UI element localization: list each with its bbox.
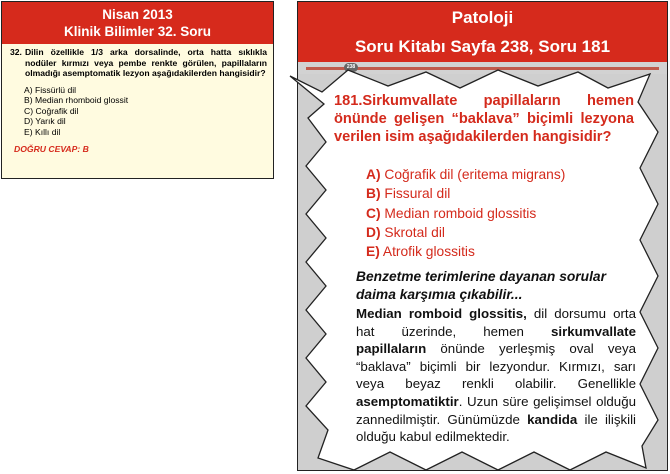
explanation-text-2: önünde yerleşmiş oval veya “baklava” biçimli bir lezyondur. Kırmızı, sarı veya beyaz renkli olabilir. Genellikle	[356, 341, 636, 392]
right-option-c-letter: C)	[366, 205, 381, 221]
left-option-c: C) Coğrafik dil	[24, 105, 79, 116]
right-options-list	[366, 165, 565, 261]
left-correct-answer: DOĞRU CEVAP: B	[14, 144, 89, 155]
right-card-title-subject: Patoloji	[451, 8, 514, 27]
right-option-b-text: Fissural dil	[384, 186, 451, 202]
right-card-title-source: Soru Kitabı Sayfa 238, Soru 181	[354, 37, 611, 56]
tip-remark: Benzetme terimlerine dayanan sorular daima karşımıa çıkabilir...	[356, 269, 606, 302]
right-question-line1: Sirkumvallate papillaların hemen	[362, 93, 634, 109]
page-number-badge: 238	[344, 63, 358, 72]
right-option-d-letter: D)	[366, 224, 381, 240]
right-option-b	[366, 184, 565, 203]
explanation-sirkumvallate: sirkumvallate papillaların	[356, 323, 636, 357]
right-option-d	[366, 223, 565, 242]
right-option-e	[366, 242, 565, 261]
right-option-a	[366, 165, 565, 184]
right-option-e-text: Atrofik glossitis	[382, 244, 475, 260]
explanation-paragraph	[356, 305, 636, 446]
right-option-a-text: Coğrafik dil (eritema migrans)	[384, 167, 566, 182]
right-option-c-text: Median romboid glossitis	[384, 205, 537, 221]
right-question-number: 181.	[334, 93, 363, 109]
left-card-title-date: Nisan 2013	[102, 7, 173, 22]
explanation-kandida: kandida	[527, 411, 578, 427]
right-option-e-letter: E)	[366, 244, 380, 260]
right-option-b-letter: B)	[366, 186, 381, 202]
left-option-b: B) Median rhomboid glossit	[24, 95, 129, 106]
right-option-c	[366, 204, 565, 223]
right-option-a-letter: A)	[366, 167, 381, 182]
left-card-title-section: Klinik Bilimler 32. Soru	[63, 24, 212, 39]
left-question-number: 32.	[10, 47, 22, 57]
explanation-asemptomatik: asemptomatiktir	[356, 393, 459, 409]
right-option-d-text: Skrotal dil	[384, 224, 445, 240]
explanation-text-1: dil dorsumu orta hat üzerinde, hemen	[356, 306, 636, 339]
left-option-a: A) Fissürlü dil	[24, 84, 77, 95]
right-question	[334, 92, 634, 147]
explanation-term: Median romboid glossitis,	[356, 306, 527, 321]
explanation-text-4: ile ilişkili olduğu kabul edilmektedir.	[356, 411, 637, 445]
explanation-text-3: . Uzun süre gelişimsel olduğu zannedilmiştir. Günümüzde	[356, 393, 636, 427]
left-question-text: Dilin özellikle 1/3 arka dorsalinde, orta hatta sıklıkla nodüler kırmızı veya pembe renkte görülen, papillaların olmadığı asemptomatik lezyon aşağıdakilerden hangisidir?	[24, 47, 267, 78]
left-option-e: E) Kıllı dil	[24, 126, 61, 137]
right-question-text: önünde gelişen “baklava” biçimli lezyona verilen isim aşağıdakilerden hangisidir?	[334, 111, 634, 146]
left-option-d: D) Yarık dil	[24, 116, 66, 127]
